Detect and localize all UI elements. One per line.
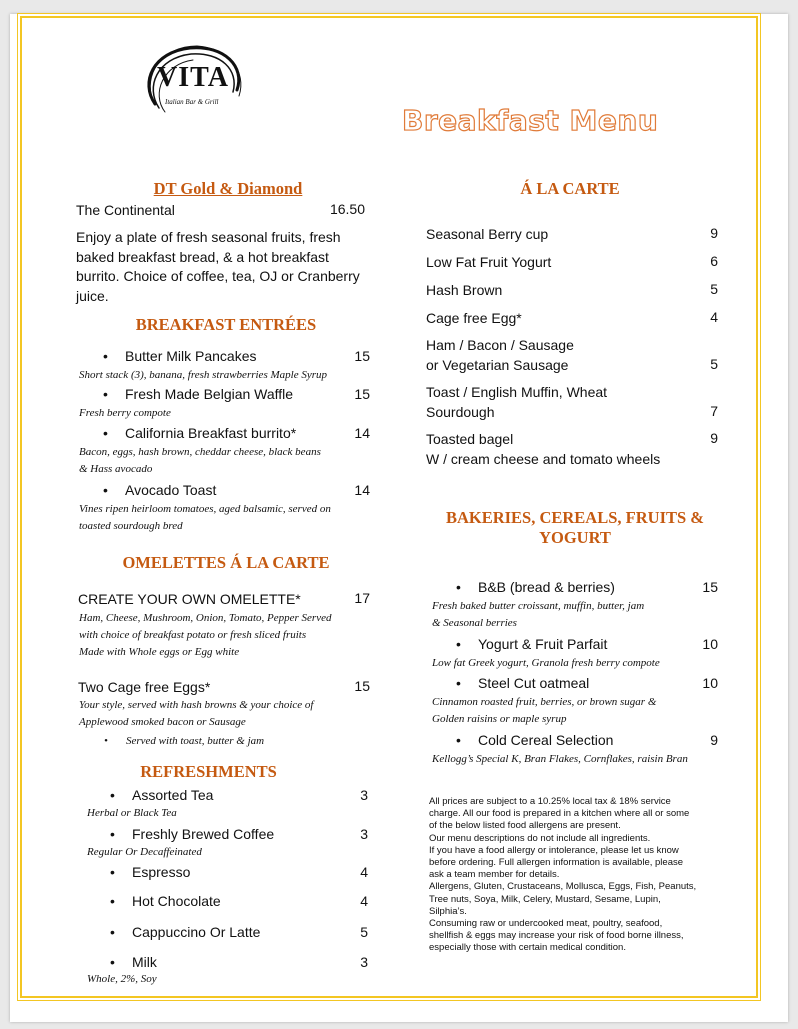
bakery-description: Cinnamon roasted fruit, berries, or brown sugar & Golden raisins or maple syrup bbox=[432, 696, 657, 725]
omelette-description: Your style, served with hash browns & your choice of Applewood smoked bacon or Sausage bbox=[79, 699, 314, 728]
drink-item: • Milk bbox=[132, 954, 157, 970]
alacarte-item: Ham / Bacon / Sausage or Vegetarian Sausage bbox=[426, 337, 574, 373]
alacarte-heading: Á LA CARTE bbox=[520, 179, 620, 198]
drink-price: 3 bbox=[360, 826, 368, 842]
alacarte-item: Toasted bagel W / cream cheese and tomato wheels bbox=[426, 431, 661, 467]
drink-item: • Assorted Tea bbox=[132, 787, 213, 803]
drink-item: • Freshly Brewed Coffee bbox=[132, 826, 274, 842]
omelette-price: 17 bbox=[354, 590, 370, 606]
drink-price: 4 bbox=[360, 893, 368, 909]
refreshments-heading: REFRESHMENTS bbox=[140, 762, 277, 781]
drink-description: Whole, 2%, Soy bbox=[87, 973, 157, 985]
drink-price: 4 bbox=[360, 864, 368, 880]
entree-item: • Fresh Made Belgian Waffle bbox=[125, 386, 293, 402]
entree-description: Fresh berry compote bbox=[79, 407, 171, 419]
entree-item: • California Breakfast burrito* bbox=[125, 425, 296, 441]
omelette-note: • Served with toast, butter & jam bbox=[126, 733, 264, 750]
alacarte-price: 7 bbox=[710, 403, 718, 419]
bakery-item: • B&B (bread & berries) bbox=[478, 579, 615, 595]
alacarte-price: 5 bbox=[710, 281, 718, 297]
entree-price: 14 bbox=[354, 482, 370, 498]
entree-price: 15 bbox=[354, 386, 370, 402]
alacarte-item: Toast / English Muffin, Wheat Sourdough bbox=[426, 384, 608, 420]
page-title: Breakfast Menu bbox=[402, 104, 659, 137]
entree-description: Bacon, eggs, hash brown, cheddar cheese, black beans & Hass avocado bbox=[79, 446, 321, 475]
alacarte-price: 4 bbox=[710, 309, 718, 325]
omelette-item: Two Cage free Eggs* bbox=[78, 679, 211, 695]
entree-price: 14 bbox=[354, 425, 370, 441]
drink-price: 3 bbox=[360, 787, 368, 803]
bakery-item: • Cold Cereal Selection bbox=[478, 732, 613, 748]
alacarte-item: Low Fat Fruit Yogurt bbox=[426, 254, 552, 270]
continental-price: 16.50 bbox=[329, 201, 365, 217]
omelette-price: 15 bbox=[354, 678, 370, 694]
alacarte-price: 9 bbox=[710, 225, 718, 241]
bakery-description: Low fat Greek yogurt, Granola fresh berry compote bbox=[432, 657, 660, 669]
alacarte-price: 6 bbox=[710, 253, 718, 269]
alacarte-price: 5 bbox=[710, 356, 718, 372]
omelettes-heading: OMELETTES Á LA CARTE bbox=[122, 553, 330, 572]
drink-item: • Espresso bbox=[132, 864, 190, 880]
entrees-heading: BREAKFAST ENTRÉES bbox=[135, 315, 317, 334]
continental-name: The Continental bbox=[76, 202, 175, 218]
logo-brand: VITA bbox=[157, 62, 229, 93]
bakery-price: 10 bbox=[702, 636, 718, 652]
entree-item: • Avocado Toast bbox=[125, 482, 216, 498]
alacarte-item: Hash Brown bbox=[426, 282, 503, 298]
alacarte-item: Cage free Egg* bbox=[426, 310, 522, 326]
drink-item: • Cappuccino Or Latte bbox=[132, 924, 260, 940]
alacarte-price: 9 bbox=[710, 430, 718, 446]
bakery-price: 10 bbox=[702, 675, 718, 691]
bakery-price: 15 bbox=[702, 579, 718, 595]
drink-price: 3 bbox=[360, 954, 368, 970]
logo-tagline: Italian Bar & Grill bbox=[165, 98, 219, 106]
alacarte-item: Seasonal Berry cup bbox=[426, 226, 549, 242]
bakeries-heading: BAKERIES, CEREALS, FRUITS & YOGURT bbox=[445, 508, 705, 547]
omelette-description: Ham, Cheese, Mushroom, Onion, Tomato, Pepper Served with choice of breakfast potato or fresh sliced fruits Made with Whole eggs or Egg white bbox=[79, 612, 332, 658]
drink-description: Regular Or Decaffeinated bbox=[87, 846, 202, 858]
entree-description: Short stack (3), banana, fresh strawberries Maple Syrup bbox=[79, 369, 327, 381]
dt-gold-heading: DT Gold & Diamond bbox=[153, 179, 303, 198]
bakery-item: • Steel Cut oatmeal bbox=[478, 675, 589, 691]
continental-description: Enjoy a plate of fresh seasonal fruits, fresh baked breakfast bread, & a hot breakfast burrito. Choice of coffee, tea, OJ or Cranberry juice. bbox=[76, 229, 360, 304]
entree-price: 15 bbox=[354, 348, 370, 364]
bakery-description: Fresh baked butter croissant, muffin, butter, jam & Seasonal berries bbox=[432, 600, 645, 629]
drink-description: Herbal or Black Tea bbox=[87, 807, 177, 819]
entree-item: • Butter Milk Pancakes bbox=[125, 348, 257, 364]
bakery-price: 9 bbox=[710, 732, 718, 748]
drink-price: 5 bbox=[360, 924, 368, 940]
drink-item: • Hot Chocolate bbox=[132, 893, 221, 909]
allergen-disclaimer: All prices are subject to a 10.25% local tax & 18% service charge. All our food is prepared in a kitchen where all or some of the below listed food allergens are present. Our menu descriptions do not include all ingredients. If you have a food allergy or intolerance, please let us know before ordering. Full allergen information is available, please ask a team member for details. Allergens, Gluten, Crustaceans, Mollusca, Eggs, Fish, Peanuts, Tree nuts, Soya, Milk, Celery, Mustard, Sesame, Lupin, Silphia’s. Consuming raw or undercooked meat, poultry, seafood, shellfish & eggs may increase your risk of food borne illness, especially those with certain medical condition. bbox=[429, 796, 697, 954]
bakery-item: • Yogurt & Fruit Parfait bbox=[478, 636, 607, 652]
entree-description: Vines ripen heirloom tomatoes, aged balsamic, served on toasted sourdough bred bbox=[79, 503, 331, 532]
vita-logo bbox=[135, 42, 250, 127]
omelette-item: CREATE YOUR OWN OMELETTE* bbox=[78, 591, 301, 607]
bakery-description: Kellogg’s Special K, Bran Flakes, Cornflakes, raisin Bran bbox=[432, 753, 688, 765]
